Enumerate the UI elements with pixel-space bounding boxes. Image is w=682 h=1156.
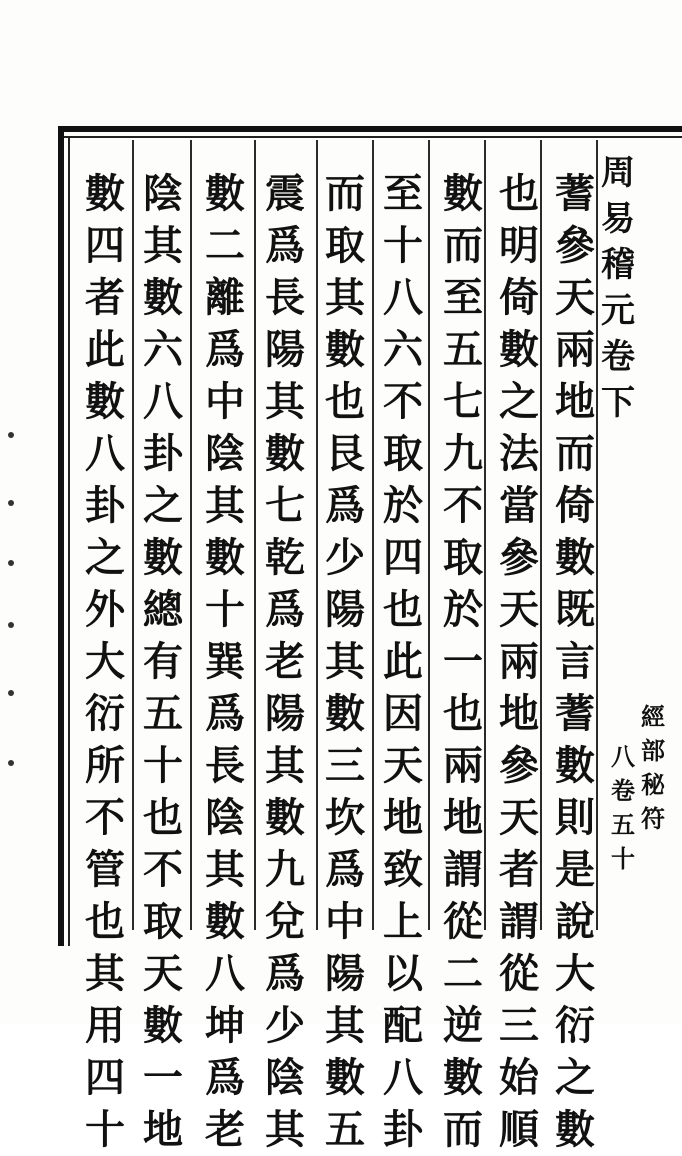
text-char: 以 <box>383 950 423 997</box>
text-char: 天 <box>499 586 539 633</box>
text-column-8 <box>140 168 186 1156</box>
text-char: 地 <box>499 690 539 737</box>
text-char: 長 <box>265 274 305 321</box>
text-char: 之 <box>555 1054 595 1101</box>
text-char: 一 <box>143 1054 183 1101</box>
text-char: 五 <box>443 326 483 373</box>
text-char: 十 <box>143 742 183 789</box>
text-char: 數 <box>265 794 305 841</box>
text-char: 二 <box>443 950 483 997</box>
text-char: 五 <box>325 1106 365 1153</box>
text-char: 地 <box>383 794 423 841</box>
text-char: 者 <box>85 274 125 321</box>
text-char: 數 <box>443 1054 483 1101</box>
text-char: 數 <box>143 1002 183 1049</box>
text-char: 取 <box>443 534 483 581</box>
text-char: 管 <box>85 846 125 893</box>
text-char: 七 <box>443 378 483 425</box>
text-char: 也 <box>143 794 183 841</box>
text-char: 七 <box>265 482 305 529</box>
column-rule <box>428 140 430 930</box>
text-char: 數 <box>205 170 245 217</box>
text-char: 陰 <box>205 430 245 477</box>
footer-char: 經 <box>641 702 665 731</box>
text-char: 中 <box>325 898 365 945</box>
title-char: 卷 <box>601 337 635 377</box>
text-char: 用 <box>85 1002 125 1049</box>
text-char: 陽 <box>325 950 365 997</box>
text-char: 不 <box>143 846 183 893</box>
text-char: 有 <box>143 638 183 685</box>
text-char: 數 <box>325 326 365 373</box>
text-char: 其 <box>265 378 305 425</box>
column-rule <box>316 140 318 930</box>
text-column-7 <box>202 168 248 1156</box>
text-char: 既 <box>555 586 595 633</box>
text-char: 致 <box>383 846 423 893</box>
text-char: 大 <box>555 950 595 997</box>
text-char: 老 <box>205 1106 245 1153</box>
text-char: 爲 <box>265 586 305 633</box>
text-char: 從 <box>443 898 483 945</box>
text-char: 長 <box>205 742 245 789</box>
text-char: 三 <box>499 1002 539 1049</box>
title-char: 元 <box>601 291 635 331</box>
text-char: 順 <box>499 1106 539 1153</box>
text-char: 數 <box>443 170 483 217</box>
text-char: 其 <box>325 274 365 321</box>
text-char: 外 <box>85 586 125 633</box>
text-char: 法 <box>499 430 539 477</box>
text-char: 倚 <box>555 482 595 529</box>
column-rule <box>132 140 134 930</box>
text-char: 之 <box>143 482 183 529</box>
text-char: 而 <box>325 170 365 217</box>
footer-char: 秘 <box>641 770 665 799</box>
text-char: 明 <box>499 222 539 269</box>
text-char: 爲 <box>205 1054 245 1101</box>
text-char: 爲 <box>325 482 365 529</box>
footer-char: 五 <box>611 810 635 839</box>
gutter-dot <box>8 622 14 628</box>
text-column-4 <box>380 168 426 1156</box>
text-column-6 <box>262 168 308 1156</box>
text-char: 於 <box>383 482 423 529</box>
text-char: 說 <box>555 898 595 945</box>
text-char: 因 <box>383 690 423 737</box>
text-char: 取 <box>383 430 423 477</box>
text-char: 老 <box>265 638 305 685</box>
text-char: 謂 <box>499 898 539 945</box>
text-char: 乾 <box>265 534 305 581</box>
text-char: 不 <box>443 482 483 529</box>
text-char: 參 <box>555 222 595 269</box>
text-char: 坤 <box>205 1002 245 1049</box>
column-rule <box>190 140 192 930</box>
text-char: 始 <box>499 1054 539 1101</box>
text-char: 爲 <box>265 222 305 269</box>
text-char: 數 <box>555 1106 595 1153</box>
text-char: 數 <box>325 690 365 737</box>
title-char: 下 <box>601 383 635 423</box>
text-char: 逆 <box>443 1002 483 1049</box>
text-char: 十 <box>85 1106 125 1153</box>
text-char: 數 <box>265 430 305 477</box>
gutter-dot <box>8 690 14 696</box>
text-char: 震 <box>265 170 305 217</box>
text-char: 其 <box>205 482 245 529</box>
margin-footer-left-column <box>608 740 638 876</box>
text-char: 九 <box>443 430 483 477</box>
text-char: 三 <box>325 742 365 789</box>
text-char: 兩 <box>555 326 595 373</box>
gutter-dot <box>8 432 14 438</box>
text-char: 從 <box>499 950 539 997</box>
text-char: 陽 <box>265 326 305 373</box>
text-char: 數 <box>143 534 183 581</box>
text-char: 陰 <box>205 794 245 841</box>
text-char: 不 <box>85 794 125 841</box>
gutter-dot <box>8 560 14 566</box>
text-char: 謂 <box>443 846 483 893</box>
frame-left-inner-border <box>68 136 70 946</box>
text-char: 參 <box>499 742 539 789</box>
text-char: 天 <box>555 274 595 321</box>
text-char: 爲 <box>205 690 245 737</box>
text-char: 此 <box>85 326 125 373</box>
text-char: 陽 <box>265 690 305 737</box>
title-char: 易 <box>601 199 635 239</box>
text-char: 言 <box>555 638 595 685</box>
text-char: 不 <box>383 378 423 425</box>
text-char: 天 <box>383 742 423 789</box>
text-char: 八 <box>383 1054 423 1101</box>
frame-top-border <box>58 126 682 132</box>
text-char: 地 <box>143 1106 183 1153</box>
frame-top-inner-border <box>58 136 682 138</box>
text-char: 地 <box>443 794 483 841</box>
text-char: 四 <box>383 534 423 581</box>
text-char: 也 <box>499 170 539 217</box>
text-char: 而 <box>443 1106 483 1153</box>
text-char: 十 <box>383 222 423 269</box>
text-char: 取 <box>325 222 365 269</box>
text-char: 數 <box>499 326 539 373</box>
text-char: 六 <box>143 326 183 373</box>
text-char: 也 <box>325 378 365 425</box>
text-char: 二 <box>205 222 245 269</box>
text-char: 數 <box>325 1054 365 1101</box>
text-char: 兩 <box>443 742 483 789</box>
text-char: 是 <box>555 846 595 893</box>
gutter-dot <box>8 500 14 506</box>
text-char: 蓍 <box>555 170 595 217</box>
text-char: 大 <box>85 638 125 685</box>
text-char: 者 <box>499 846 539 893</box>
text-char: 四 <box>85 222 125 269</box>
footer-char: 部 <box>641 736 665 765</box>
text-char: 少 <box>325 534 365 581</box>
text-char: 十 <box>205 586 245 633</box>
text-char: 陰 <box>143 170 183 217</box>
column-rule <box>372 140 374 930</box>
footer-char: 八 <box>611 742 635 771</box>
text-char: 兩 <box>499 638 539 685</box>
text-column-1 <box>552 168 598 1156</box>
text-column-3 <box>440 168 486 1156</box>
text-column-2 <box>496 168 542 1156</box>
text-char: 一 <box>443 638 483 685</box>
text-char: 倚 <box>499 274 539 321</box>
text-char: 爲 <box>265 950 305 997</box>
text-char: 巽 <box>205 638 245 685</box>
text-char: 之 <box>85 534 125 581</box>
text-char: 於 <box>443 586 483 633</box>
text-char: 陽 <box>325 586 365 633</box>
title-char: 稽 <box>601 245 635 285</box>
column-rule <box>254 140 256 930</box>
text-char: 則 <box>555 794 595 841</box>
text-char: 數 <box>205 898 245 945</box>
text-char: 天 <box>143 950 183 997</box>
text-char: 數 <box>555 534 595 581</box>
text-char: 數 <box>143 274 183 321</box>
text-column-9 <box>82 168 128 1156</box>
text-char: 八 <box>205 950 245 997</box>
text-char: 其 <box>205 846 245 893</box>
footer-char: 卷 <box>611 776 635 805</box>
text-char: 數 <box>85 170 125 217</box>
text-char: 當 <box>499 482 539 529</box>
text-char: 九 <box>265 846 305 893</box>
text-char: 也 <box>85 898 125 945</box>
text-char: 其 <box>265 1106 305 1153</box>
text-char: 所 <box>85 742 125 789</box>
text-char: 天 <box>499 794 539 841</box>
text-char: 中 <box>205 378 245 425</box>
text-char: 陰 <box>265 1054 305 1101</box>
text-char: 少 <box>265 1002 305 1049</box>
text-char: 至 <box>383 170 423 217</box>
text-char: 蓍 <box>555 690 595 737</box>
text-char: 其 <box>265 742 305 789</box>
text-char: 其 <box>325 1002 365 1049</box>
text-char: 卦 <box>383 1106 423 1153</box>
text-char: 至 <box>443 274 483 321</box>
text-char: 此 <box>383 638 423 685</box>
text-char: 八 <box>85 430 125 477</box>
footer-char: 十 <box>611 844 635 873</box>
text-char: 八 <box>143 378 183 425</box>
text-char: 其 <box>325 638 365 685</box>
text-char: 數 <box>205 534 245 581</box>
text-char: 也 <box>383 586 423 633</box>
text-char: 衍 <box>555 1002 595 1049</box>
text-char: 也 <box>443 690 483 737</box>
text-char: 而 <box>555 430 595 477</box>
text-char: 兌 <box>265 898 305 945</box>
text-char: 之 <box>499 378 539 425</box>
text-char: 配 <box>383 1002 423 1049</box>
gutter-dot <box>8 760 14 766</box>
text-char: 衍 <box>85 690 125 737</box>
margin-title <box>598 150 638 426</box>
text-column-5 <box>322 168 368 1156</box>
text-char: 爲 <box>325 846 365 893</box>
text-char: 上 <box>383 898 423 945</box>
text-char: 四 <box>85 1054 125 1101</box>
footer-char: 符 <box>641 804 665 833</box>
title-char: 周 <box>601 153 635 193</box>
text-char: 五 <box>143 690 183 737</box>
text-char: 六 <box>383 326 423 373</box>
text-char: 總 <box>143 586 183 633</box>
text-char: 卦 <box>143 430 183 477</box>
text-char: 數 <box>555 742 595 789</box>
text-char: 取 <box>143 898 183 945</box>
text-char: 離 <box>205 274 245 321</box>
margin-footer-right-column <box>638 700 668 836</box>
text-char: 其 <box>143 222 183 269</box>
text-char: 地 <box>555 378 595 425</box>
text-char: 而 <box>443 222 483 269</box>
text-char: 卦 <box>85 482 125 529</box>
text-char: 其 <box>85 950 125 997</box>
text-char: 爲 <box>205 326 245 373</box>
text-char: 數 <box>85 378 125 425</box>
text-char: 艮 <box>325 430 365 477</box>
text-char: 坎 <box>325 794 365 841</box>
text-char: 參 <box>499 534 539 581</box>
text-char: 八 <box>383 274 423 321</box>
frame-left-border <box>58 126 64 946</box>
